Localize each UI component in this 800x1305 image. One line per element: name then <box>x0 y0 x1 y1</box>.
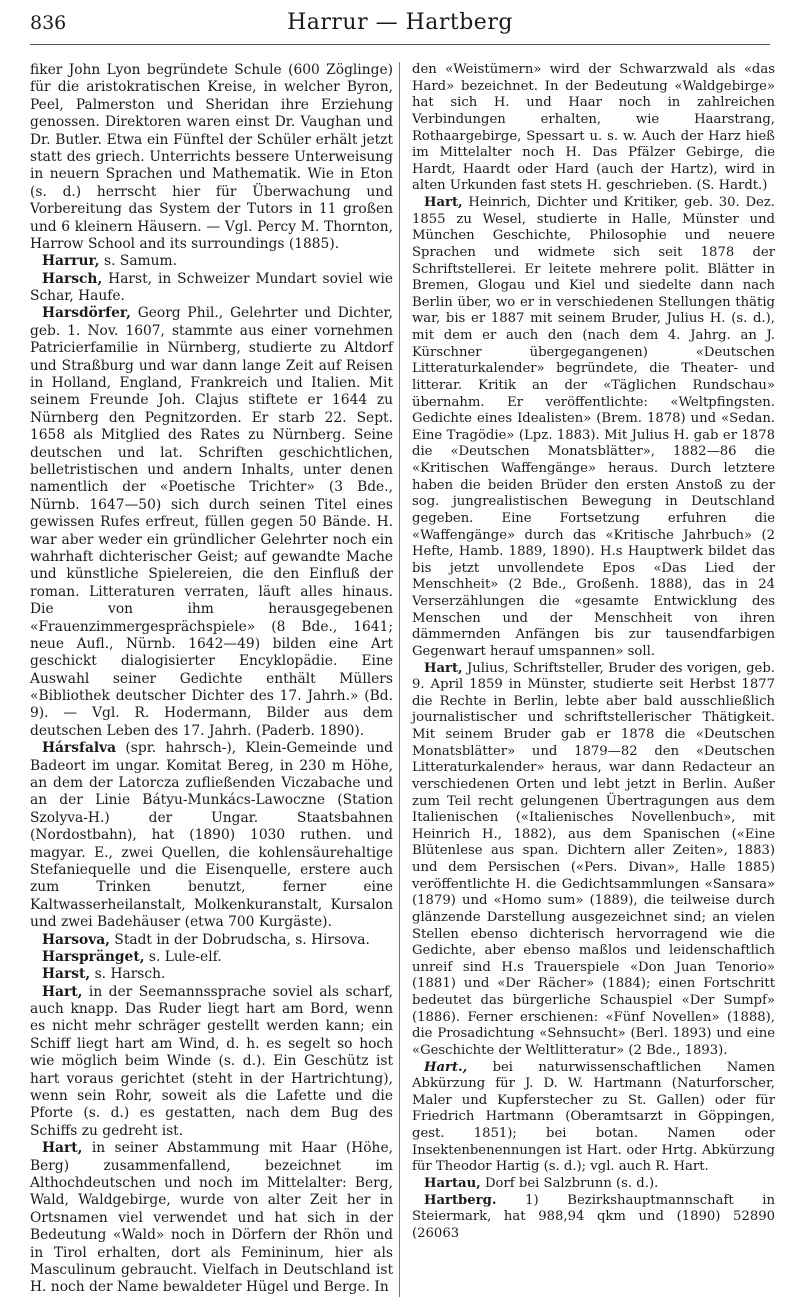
entry <box>412 1193 775 1243</box>
entry <box>412 661 775 1060</box>
right-column <box>412 62 775 1242</box>
headword: Hartberg. <box>424 1192 497 1208</box>
entry-text: den «Weistümern» wird der Schwarzwald als «das Hard» bezeichnet. In der Bedeutung «Waldgebirge» hat sich H. und Haar noch in zahlreichen Verbindungen erhalten, wie Haarstrang, Rothaargebirge, Spessart u. s. w. Auch der Harz hieß im Mittelalter noch H. Das Pfälzer Gebirge, die Hardt, Haardt oder Hard (auch der Hartz), wird in alten Urkunden fast stets H. geschrieben. (S. Hardt.) <box>412 62 775 194</box>
entry-text: fiker John Lyon begründete Schule (600 Zöglinge) für die aristokratischen Kreise, in welcher Byron, Peel, Palmerston und Sheridan ihre Erziehung genossen. Direktoren waren einst Dr. Vaughan und Dr. Butler. Etwa ein Fünftel der Schüler erhält jetzt statt des griech. Unterrichts bessere Unterweisung in neuern Sprachen und Mathematik. Wie in Eton (s. d.) herrscht hier für Überwachung und Vorbereitung das System der Tutors in 11 großen und 6 kleinern Häusern. — Vgl. Percy M. Thornton, Harrow School and its surroundings (1885). <box>30 62 393 252</box>
headword: Harsova, <box>42 931 110 948</box>
entry <box>412 1060 775 1176</box>
headword: Harspränget, <box>42 948 145 965</box>
headword: Harsch, <box>42 270 103 287</box>
entry-text: Dorf bei Salzbrunn (s. d.). <box>484 1175 659 1191</box>
left-column <box>30 62 393 1297</box>
entry-text: Georg Phil., Gelehrter und Dichter, geb. 1. Nov. 1607, stammte aus einer vornehmen Patricierfamilie in Nürnberg, studierte zu Altdorf und Straßburg und war dann lange Zeit auf Reisen in Holland, England, Frankreich und Italien. Mit seinem Freunde Joh. Clajus stiftete er 1644 zu Nürnberg den Pegnitzorden. Er starb 22. Sept. 1658 als Mitglied des Rates zu Nürnberg. Seine deutschen und lat. Schriften geschichtlichen, belletristischen und andern Inhalts, unter denen namentlich der «Poetische Trichter» (3 Bde., Nürnb. 1647—50) sich durch seinen Titel eines gewissen Rufes erfreut, füllen gegen 50 Bände. H. war aber weder ein gründlicher Gelehrter noch ein wahrhaft dichterischer Geist; auf gewandte Mache und künstliche Spielereien, die den Einfluß der roman. Litteraturen verraten, läuft alles hinaus. Die von ihm herausgegebenen «Frauenzimmergesprächspiele» (8 Bde., 1641; neue Aufl., Nürnb. 1642—49) bilden eine Art geschickt dialogisierter Encyklopädie. Eine Auswahl seiner Gedichte enthält Müllers «Bibliothek deutscher Dichter des 17. Jahrh.» (Bd. 9). — Vgl. R. Hodermann, Bilder aus dem deutschen Leben des 17. Jahrh. (Paderb. 1890). <box>30 305 393 739</box>
headword: Hart., <box>424 1059 468 1075</box>
entry <box>30 1140 393 1297</box>
entry <box>30 966 393 983</box>
headword: Hart, <box>424 195 463 210</box>
entry-text: (spr. hahrsch-), Klein-Gemeinde und Badeort im ungar. Komitat Bereg, in 230 m Höhe, an dem der Latorcza zufließenden Viczabache und an der Linie Bátyu-Munkács-Lawoczne (Station Szolyva-H.) der Ungar. Staatsbahnen (Nordostbahn), hat (1890) 1030 ruthen. und magyar. E., zwei Quellen, die kohlensäurehaltige Stefaniequelle und die Eisenquelle, erstere auch zum Trinken benutzt, ferner eine Kaltwasserheilanstalt, Molkenkuranstalt, Kursalon und zwei Badehäuser (etwa 700 Kurgäste). <box>30 740 393 931</box>
entry <box>30 62 393 253</box>
entry-text: s. Harsch. <box>94 966 166 983</box>
entry-text: 1) Bezirkshauptmannschaft in Steiermark, hat 988,94 qkm und (1890) 52890 (26063 <box>412 1192 775 1241</box>
headword: Hársfalva <box>42 740 117 757</box>
entry <box>30 740 393 931</box>
entry <box>30 932 393 949</box>
headword: Hart, <box>42 983 83 1000</box>
headword: Hart, <box>424 660 463 676</box>
headword: Harsdörfer, <box>42 305 131 322</box>
headword: Hartau, <box>424 1175 481 1191</box>
entry-text: Harst, in Schweizer Mundart soviel wie Schar, Haufe. <box>30 270 394 305</box>
entry <box>30 305 393 740</box>
headword: Harrur, <box>42 253 100 270</box>
running-title: Harrur — Hartberg <box>287 10 513 35</box>
entry-text: in seiner Abstammung mit Haar (Höhe, Berg) zusammenfallend, bezeichnet im Althochdeutschen und noch im Mittelalter: Berg, Wald, Waldgebirge, wurde von alter Zeit her in Ortsnamen viel verwendet und hat sich in der Bedeutung «Wald» noch in Dörfern der Rhön und in Tirol erhalten, dort als Femininum, hier als Masculinum gebraucht. Vielfach in Deutschland ist H. noch der Name bewaldeter Hügel und Berge. In <box>30 1140 393 1296</box>
entry-text: in der Seemannssprache soviel als scharf, auch knapp. Das Ruder liegt hart am Bord, wenn es nicht mehr schräger gestellt werden kann; ein Schiff liegt hart am Wind, d. h. es segelt so hoch wie möglich beim Winde (s. d.). Ein Geschütz ist hart voraus gerichtet (steht in der Hartrichtung), wenn sein Rohr, soweit als die Lafette und die Pforte (s. d.) es gestatten, nach dem Bug des Schiffs zu gedreht ist. <box>30 983 393 1139</box>
entry <box>412 62 775 195</box>
entry <box>30 253 393 270</box>
headword: Hart, <box>42 1140 83 1157</box>
entry-text: s. Lule-elf. <box>148 948 222 965</box>
page-header <box>30 8 770 45</box>
page-number: 836 <box>30 12 67 34</box>
entry <box>412 1176 775 1193</box>
entry <box>30 984 393 1141</box>
entry-text: Julius, Schriftsteller, Bruder des vorigen, geb. 9. April 1859 in Münster, studierte seit Herbst 1877 die Rechte in Berlin, lebte aber bald ausschließlich journalistischer und schriftstellerischer Thätigkeit. Mit seinem Bruder gab er 1878 die «Deutschen Monatsblätter» und 1879—82 den «Deutschen Litteraturkalender» heraus, war dann Redacteur an verschiedenen Orten und lebt jetzt in Berlin. Außer zum Teil recht gelungenen Übertragungen aus dem Italienischen («Italienisches Novellenbuch», mit Heinrich H., 1882), aus dem Spanischen («Eine Blütenlese aus span. Dichtern aller Zeiten», 1883) und dem Persischen («Pers. Divan», Halle 1885) veröffentlichte H. die Gedichtsammlungen «Sansara» (1879) und «Homo sum» (1889), die teilweise durch glänzende Darstellung ausgezeichnet sind; an vielen Stellen ebenso dichterisch hervorragend wie die Gedichte, aber ebenso maßlos und leidenschaftlich unreif sind H.s Trauerspiele «Don Juan Tenorio» (1881) und «Der Rächer» (1884); einen Fortschritt bedeutet das bürgerliche Schauspiel «Der Sumpf» (1886). Ferner erschienen: «Fünf Novellen» (1888), die Prosadichtung «Sehnsucht» (Berl. 1893) und eine «Geschichte der Weltlitteratur» (2 Bde., 1893). <box>412 660 775 1058</box>
column-divider <box>399 62 400 1297</box>
entry-text: Heinrich, Dichter und Kritiker, geb. 30. Dez. 1855 zu Wesel, studierte in Halle, Münster und München Geschichte, Philosophie und neuere Sprachen und widmete sich seit 1878 der Schriftstellerei. Er leitete mehrere polit. Blätter in Bremen, Glogau und Kiel und siedelte dann nach Berlin über, wo er in verschiedenen Stellungen thätig war, bis er 1887 mit seinem Bruder, Julius H. (s. d.), mit dem er auch den (nach dem 4. Jahrg. an J. Kürschner übergegangenen) «Deutschen Litteraturkalender» begründete, die Theater- und litterar. Kritik an der «Täglichen Rundschau» übernahm. Er veröffentlichte: «Weltpfingsten. Gedichte eines Idealisten» (Brem. 1878) und «Sedan. Eine Tragödie» (Lpz. 1883). Mit Julius H. gab er 1878 die «Deutschen Monatsblätter», 1882—86 die «Kritischen Waffengänge» heraus. Durch letztere haben die beiden Brüder den ersten Anstoß zu der sog. jungrealistischen Bewegung in Deutschland gegeben. Eine Fortsetzung erfuhren die «Waffengänge» durch das «Kritische Jahrbuch» (2 Hefte, Hamb. 1889, 1890). H.s Hauptwerk bildet das bis jetzt unvollendete Epos «Das Lied der Menschheit» (2 Bde., Großenh. 1888), das in 24 Verserzählungen die «gesamte Entwicklung des Menschen und der Menschheit von ihren dämmernden Anfängen bis zur tausendfarbigen Gegenwart herauf umspannen» soll. <box>412 195 775 659</box>
headword: Harst, <box>42 966 91 983</box>
entry-text: Stadt in der Dobrudscha, s. Hirsova. <box>114 931 370 948</box>
entry <box>412 195 775 661</box>
entry-text: bei naturwissenschaftlichen Namen Abkürzung für J. D. W. Hartmann (Naturforscher, Maler und Kupferstecher zu St. Gallen) oder für Friedrich Hartmann (Oberamtsarzt in Göppingen, gest. 1851); bei botan. Namen oder Insektenbenennungen ist Hart. oder Hrtg. Abkürzung für Theodor Hartig (s. d.); vgl. auch R. Hart. <box>412 1059 775 1175</box>
entry <box>30 271 393 306</box>
entry-text: s. Samum. <box>104 253 177 270</box>
entry <box>30 949 393 966</box>
